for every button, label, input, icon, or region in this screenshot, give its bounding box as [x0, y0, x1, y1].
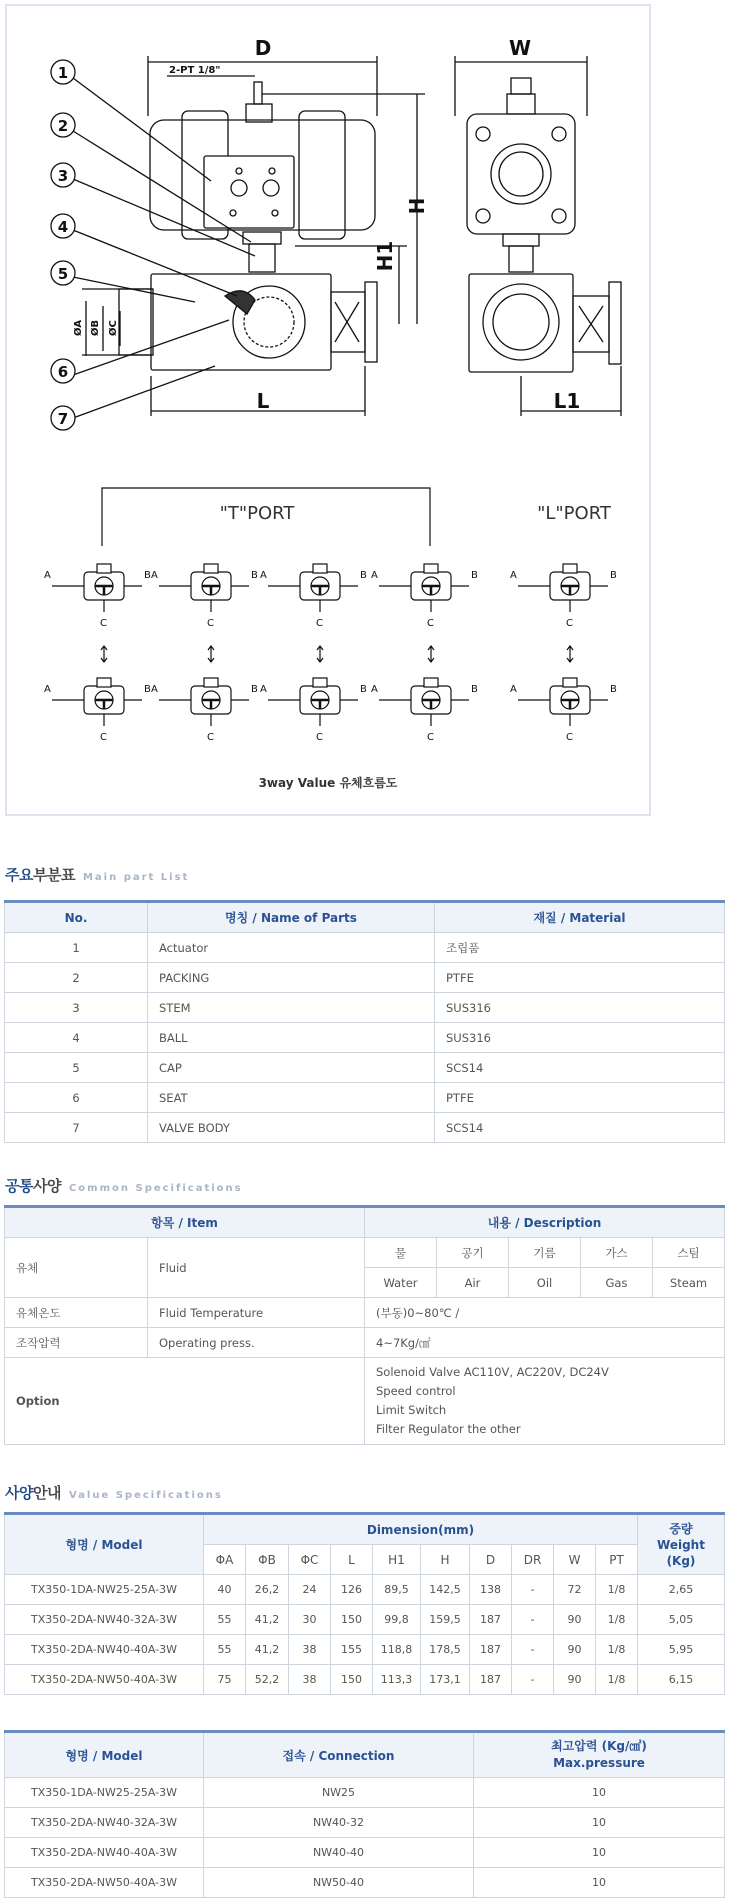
part-material: SUS316: [435, 1023, 725, 1053]
port-c-label: C: [100, 732, 107, 743]
dim-value: 72: [554, 1575, 596, 1605]
dim-value: 1/8: [596, 1575, 638, 1605]
dim-value: 52,2: [246, 1665, 289, 1695]
common-header-item: 항목 / Item: [5, 1207, 365, 1238]
dim-row: [5, 1575, 725, 1605]
dim-value: 187: [470, 1665, 512, 1695]
conn-pressure: 10: [474, 1778, 725, 1808]
parts-table: [4, 900, 725, 1143]
callout-7: 7: [57, 410, 69, 428]
dim-value: 55: [204, 1605, 246, 1635]
flow-arrow: [208, 646, 214, 662]
dim-value: 159,5: [421, 1605, 470, 1635]
dim-label-phi-b: ØB: [90, 319, 101, 336]
dim-value: 6,15: [638, 1665, 725, 1695]
conn-row: [5, 1838, 725, 1868]
port-b-label: B: [144, 684, 151, 695]
port-c-label: C: [316, 732, 323, 743]
dim-col-header: W: [554, 1545, 596, 1575]
common-section-subtitle: Common Specifications: [68, 1183, 243, 1194]
dim-value: -: [512, 1575, 554, 1605]
parts-row: [5, 1083, 725, 1113]
conn-connection: NW50-40: [204, 1868, 474, 1898]
press-value: 4~7Kg/㎠: [365, 1328, 725, 1358]
port-a-label: A: [510, 570, 517, 581]
part-name: STEM: [148, 993, 435, 1023]
dim-value: 38: [289, 1665, 331, 1695]
port-a-label: A: [44, 570, 51, 581]
flow-valve-icon: [44, 678, 151, 743]
part-material: 조립품: [435, 933, 725, 963]
dim-value: 155: [331, 1635, 373, 1665]
flow-arrow: [101, 646, 107, 662]
port-a-label: A: [44, 684, 51, 695]
conn-connection: NW25: [204, 1778, 474, 1808]
option-values: Solenoid Valve AC110V, AC220V, DC24V Speed control Limit Switch Filter Regulator the other: [365, 1358, 725, 1445]
callout-4: 4: [57, 218, 69, 236]
dim-value: 41,2: [246, 1605, 289, 1635]
conn-connection: NW40-40: [204, 1838, 474, 1868]
dim-header-dimension: Dimension(mm): [204, 1514, 638, 1545]
dim-value: 89,5: [373, 1575, 421, 1605]
option-label: Option: [5, 1358, 365, 1445]
flow-valve-icon: [151, 564, 258, 629]
flow-valve-icon: [44, 564, 151, 629]
port-b-label: B: [610, 570, 617, 581]
port-b-label: B: [144, 570, 151, 581]
fluid-kr: 유체: [5, 1238, 148, 1298]
part-no: 1: [5, 933, 148, 963]
dim-value: 38: [289, 1635, 331, 1665]
port-b-label: B: [471, 570, 478, 581]
dim-model: TX350-1DA-NW25-25A-3W: [5, 1575, 204, 1605]
parts-row: [5, 963, 725, 993]
flow-valve-icon: [371, 564, 478, 629]
part-material: SCS14: [435, 1053, 725, 1083]
conn-model: TX350-2DA-NW40-32A-3W: [5, 1808, 204, 1838]
flow-valve-icon: [260, 678, 367, 743]
callout-3: 3: [57, 167, 69, 185]
press-kr: 조작압력: [5, 1328, 148, 1358]
port-a-label: A: [260, 684, 267, 695]
parts-row: [5, 1113, 725, 1143]
part-name: PACKING: [148, 963, 435, 993]
port-c-label: C: [100, 618, 107, 629]
dim-header-weight: 중량 Weight (Kg): [638, 1514, 725, 1575]
callout-6: 6: [57, 363, 69, 381]
parts-header-name: 명칭 / Name of Parts: [148, 902, 435, 933]
t-port-label: "T"PORT: [219, 503, 295, 524]
dim-model: TX350-2DA-NW40-32A-3W: [5, 1605, 204, 1635]
dim-col-header: H1: [373, 1545, 421, 1575]
temp-kr: 유체온도: [5, 1298, 148, 1328]
port-b-label: B: [471, 684, 478, 695]
port-b-label: B: [610, 684, 617, 695]
conn-model: TX350-2DA-NW50-40A-3W: [5, 1868, 204, 1898]
parts-section-subtitle: Main part List: [82, 872, 190, 883]
conn-row: [5, 1808, 725, 1838]
port-a-label: A: [151, 684, 158, 695]
callout-1: 1: [57, 64, 69, 82]
port-c-label: C: [316, 618, 323, 629]
conn-pressure: 10: [474, 1868, 725, 1898]
l-port-label: "L"PORT: [537, 503, 611, 524]
dim-label-l1: L1: [553, 389, 581, 413]
dim-value: 99,8: [373, 1605, 421, 1635]
dim-row: [5, 1635, 725, 1665]
parts-section-title: 주요부분표 Main part List: [5, 866, 190, 884]
dim-value: 1/8: [596, 1635, 638, 1665]
port-b-label: B: [251, 570, 258, 581]
callout-2: 2: [57, 117, 69, 135]
flow-arrow: [428, 646, 434, 662]
part-material: PTFE: [435, 1083, 725, 1113]
dim-value: -: [512, 1635, 554, 1665]
dim-value: -: [512, 1665, 554, 1695]
part-no: 2: [5, 963, 148, 993]
dim-col-header: ΦC: [289, 1545, 331, 1575]
dim-value: 90: [554, 1665, 596, 1695]
dim-label-thread: 2-PT 1/8": [169, 65, 221, 76]
dim-label-w: W: [508, 36, 532, 60]
flow-arrow: [317, 646, 323, 662]
dim-value: 2,65: [638, 1575, 725, 1605]
temp-en: Fluid Temperature: [148, 1298, 365, 1328]
valve-drawing-svg: [7, 6, 649, 814]
port-b-label: B: [251, 684, 258, 695]
port-a-label: A: [260, 570, 267, 581]
conn-header-connection: 접속 / Connection: [204, 1732, 474, 1778]
dim-value: 1/8: [596, 1665, 638, 1695]
part-name: CAP: [148, 1053, 435, 1083]
dim-row: [5, 1665, 725, 1695]
dim-value: 1/8: [596, 1605, 638, 1635]
dim-label-l: L: [256, 389, 270, 413]
parts-header-row: [5, 902, 725, 933]
conn-pressure: 10: [474, 1838, 725, 1868]
dim-label-phi-a: ØA: [73, 319, 84, 336]
callout-5: 5: [57, 265, 69, 283]
conn-row: [5, 1778, 725, 1808]
dim-value: -: [512, 1605, 554, 1635]
dim-value: 5,05: [638, 1605, 725, 1635]
value-section-title: 사양안내 Value Specifications: [5, 1484, 223, 1502]
port-c-label: C: [427, 732, 434, 743]
conn-header-pressure: 최고압력 (Kg/㎠) Max.pressure: [474, 1732, 725, 1778]
fluid-en: Fluid: [148, 1238, 365, 1298]
part-name: BALL: [148, 1023, 435, 1053]
dimension-table: [4, 1512, 725, 1695]
port-c-label: C: [207, 732, 214, 743]
technical-drawing: [5, 4, 651, 816]
parts-header-material: 재질 / Material: [435, 902, 725, 933]
value-section-subtitle: Value Specifications: [68, 1490, 223, 1501]
dim-value: 138: [470, 1575, 512, 1605]
dim-col-header: D: [470, 1545, 512, 1575]
flow-valve-icon: [260, 564, 367, 629]
dim-col-header: DR: [512, 1545, 554, 1575]
dim-value: 150: [331, 1665, 373, 1695]
parts-row: [5, 1023, 725, 1053]
dim-value: 90: [554, 1635, 596, 1665]
dim-row: [5, 1605, 725, 1635]
connection-table: [4, 1730, 725, 1898]
part-no: 4: [5, 1023, 148, 1053]
dim-value: 178,5: [421, 1635, 470, 1665]
flow-valve-icon: [371, 678, 478, 743]
dim-col-header: L: [331, 1545, 373, 1575]
drawing-caption: 3way Value 유체흐름도: [258, 776, 398, 790]
part-name: SEAT: [148, 1083, 435, 1113]
part-name: Actuator: [148, 933, 435, 963]
dim-value: 126: [331, 1575, 373, 1605]
flow-arrow: [567, 646, 573, 662]
part-material: SCS14: [435, 1113, 725, 1143]
dim-header-model: 형명 / Model: [5, 1514, 204, 1575]
dim-col-header: PT: [596, 1545, 638, 1575]
conn-connection: NW40-32: [204, 1808, 474, 1838]
port-b-label: B: [360, 684, 367, 695]
part-material: SUS316: [435, 993, 725, 1023]
port-c-label: C: [566, 732, 573, 743]
flow-valve-icons: [44, 564, 617, 743]
press-en: Operating press.: [148, 1328, 365, 1358]
conn-model: TX350-2DA-NW40-40A-3W: [5, 1838, 204, 1868]
dim-col-header: ΦB: [246, 1545, 289, 1575]
port-c-label: C: [427, 618, 434, 629]
conn-pressure: 10: [474, 1808, 725, 1838]
conn-header-model: 형명 / Model: [5, 1732, 204, 1778]
dim-model: TX350-2DA-NW40-40A-3W: [5, 1635, 204, 1665]
common-spec-table: 항목 / Item 내용 / Description 유체 Fluid 물 공기 기름 가스 스팀 Water Air Oil Gas Steam 유체온도 Fluid Temperature (부동)0~80℃ / 조작압력 Operating press. 4~7Kg/㎠ Option Solenoid Valve AC110V, AC220V, DC24V Speed control Limit Switch Filter Regulator the other: [4, 1205, 725, 1445]
dim-value: 24: [289, 1575, 331, 1605]
parts-header-no: No.: [5, 902, 148, 933]
port-a-label: A: [371, 570, 378, 581]
port-a-label: A: [151, 570, 158, 581]
part-material: PTFE: [435, 963, 725, 993]
common-header-description: 내용 / Description: [365, 1207, 725, 1238]
port-b-label: B: [360, 570, 367, 581]
parts-row: [5, 993, 725, 1023]
common-section-title: 공통사양 Common Specifications: [5, 1177, 243, 1195]
dim-value: 187: [470, 1635, 512, 1665]
dim-col-header: ΦA: [204, 1545, 246, 1575]
dim-value: 55: [204, 1635, 246, 1665]
port-c-label: C: [566, 618, 573, 629]
dim-value: 90: [554, 1605, 596, 1635]
dim-label-h1: H1: [373, 240, 397, 272]
dim-value: 150: [331, 1605, 373, 1635]
parts-row: [5, 1053, 725, 1083]
conn-row: [5, 1868, 725, 1898]
dim-label-phi-c: ØC: [108, 320, 119, 336]
part-no: 3: [5, 993, 148, 1023]
parts-row: [5, 933, 725, 963]
side-view-actuator: [467, 114, 575, 234]
dim-value: 187: [470, 1605, 512, 1635]
dim-value: 5,95: [638, 1635, 725, 1665]
dim-label-d: D: [254, 36, 272, 60]
flow-valve-icon: [151, 678, 258, 743]
flow-valve-icon: [510, 678, 617, 743]
flow-valve-icon: [510, 564, 617, 629]
dim-value: 40: [204, 1575, 246, 1605]
dim-value: 142,5: [421, 1575, 470, 1605]
part-no: 5: [5, 1053, 148, 1083]
dim-label-h: H: [405, 197, 429, 215]
temp-value: (부동)0~80℃ /: [365, 1298, 725, 1328]
dim-value: 26,2: [246, 1575, 289, 1605]
dim-model: TX350-2DA-NW50-40A-3W: [5, 1665, 204, 1695]
part-no: 7: [5, 1113, 148, 1143]
dim-value: 173,1: [421, 1665, 470, 1695]
part-name: VALVE BODY: [148, 1113, 435, 1143]
conn-model: TX350-1DA-NW25-25A-3W: [5, 1778, 204, 1808]
part-no: 6: [5, 1083, 148, 1113]
dim-value: 113,3: [373, 1665, 421, 1695]
dim-value: 118,8: [373, 1635, 421, 1665]
port-a-label: A: [371, 684, 378, 695]
port-c-label: C: [207, 618, 214, 629]
dim-value: 41,2: [246, 1635, 289, 1665]
dim-value: 75: [204, 1665, 246, 1695]
dim-col-header: H: [421, 1545, 470, 1575]
dim-value: 30: [289, 1605, 331, 1635]
port-a-label: A: [510, 684, 517, 695]
